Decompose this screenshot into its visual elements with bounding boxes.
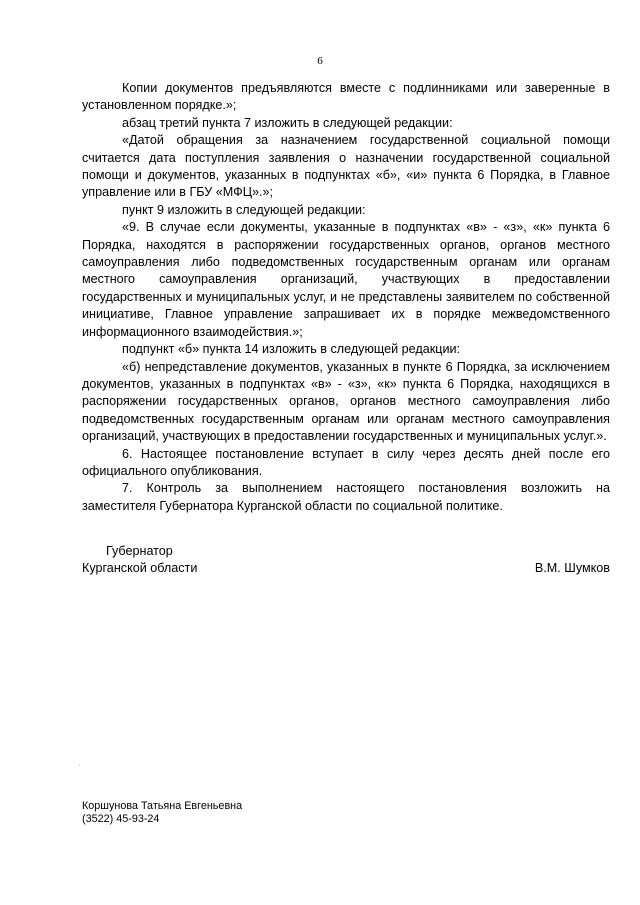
paragraph-point7-intro: абзац третий пункта 7 изложить в следующей редакции: <box>122 115 453 130</box>
executor-phone: (3522) 45-93-24 <box>82 813 160 825</box>
executor-block <box>82 800 242 826</box>
paragraph-point14-intro: подпункт «б» пункта 14 изложить в следующей редакции: <box>122 342 461 357</box>
paragraph-copies-note: Копии документов предъявляются вместе с подлинниками или заверенные в установленном порядке.»; <box>82 81 610 113</box>
page-number: 6 <box>317 55 323 67</box>
paragraph-point7-text: «Датой обращения за назначением государственной социальной помощи считается дата поступления заявления о назначении государственной социальной помощи и документов, указанных в подпунктах «б», «и» пункта 6 Порядка, в Главное управление или в ГБУ «МФЦ».»; <box>82 133 610 200</box>
document-body <box>82 80 610 515</box>
governor-title-line1: Губернатор <box>106 544 173 558</box>
paragraph-point14-text: «б) непредставление документов, указанных в пункте 6 Порядка, за исключением документов, указанных в подпунктах «в» - «з», «к» пункта 6 Порядка, находящихся в распоряжении государственных органов, органов местного самоуправления либо подведомственных государственным органам или органам местного самоуправления организаций, участвующих в предоставлении государственных и муниципальных услуг.». <box>82 359 610 444</box>
scan-dot <box>79 764 80 765</box>
signature-block <box>82 543 610 578</box>
paragraph-item7: 7. Контроль за выполнением настоящего постановления возложить на заместителя Губернатора Курганской области по социальной политике. <box>82 481 610 513</box>
executor-name: Коршунова Татьяна Евгеньевна <box>82 800 243 812</box>
governor-title-line2: Курганской области <box>82 561 198 576</box>
paragraph-point9-text: «9. В случае если документы, указанные в подпунктах «в» - «з», «к» пункта 6 Порядка, находятся в распоряжении государственных органов, органов местного самоуправления либо подведомственных государственным органам или органам местного самоуправления организаций, участвующих в предоставлении государственных и муниципальных услуг, и не представлены заявителем по собственной инициативе, Главное управление запрашивает их в порядке межведомственного информационного взаимодействия.»; <box>82 220 610 339</box>
governor-name: В.М. Шумков <box>534 561 610 576</box>
paragraph-item6: 6. Настоящее постановление вступает в силу через десять дней после его официального опубликования. <box>82 446 610 478</box>
paragraph-point9-intro: пункт 9 изложить в следующей редакции: <box>122 202 366 217</box>
